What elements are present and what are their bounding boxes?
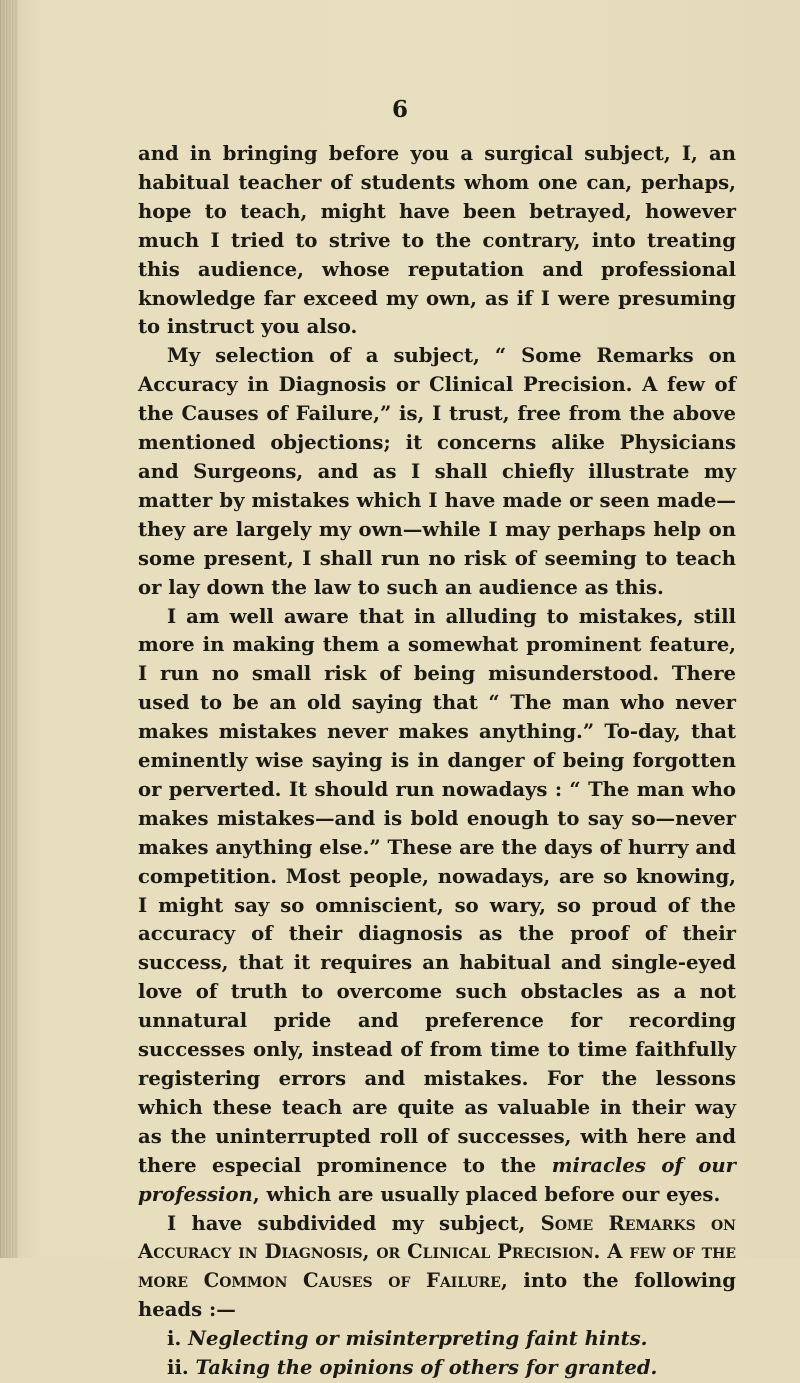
list-item — [138, 1354, 736, 1383]
paragraph-4-end: , into the following heads :— — [138, 1269, 736, 1322]
paragraph-3-italic: miracles of our profession — [138, 1153, 736, 1206]
body-text — [138, 140, 736, 1383]
paragraph-4 — [138, 1210, 736, 1326]
paragraph-3 — [138, 603, 736, 1210]
paragraph-3-text: I am well aware that in alluding to mistakes, still more in making them a somewhat prominent feature, I run no small risk of being misunderstood. There used to be an old saying that “ The man who never makes mistakes never makes anything.” To-day, that eminently wise saying is in danger of being forgotten or perverted. It should run nowadays : “ The man who makes mistakes—and is bold enough to say so—never makes anything else.” These are the days of hurry and competition. Most people, nowadays, are so knowing, I might say so omniscient, so wary, so proud of the accuracy of their diagnosis as the proof of their success, that it requires an habitual and single-eyed love of truth to overcome such obstacles as a not unnatural pride and preference for recording successes only, instead of from time to time faithfully registering errors and mistakes. For the lessons which these teach are quite as valuable in their way as the uninterrupted roll of successes, with here and there especial prominence to the — [138, 604, 736, 1177]
page-number: 6 — [391, 96, 408, 123]
list-item-number: i. — [167, 1327, 182, 1351]
paragraph-1: and in bringing before you a surgical subject, I, an habitual teacher of students whom one can, perhaps, hope to teach, might have been betrayed, however much I tried to strive to the contrary, into treating this audience, whose reputation and professional knowledge far exceed my own, as if I were presuming to instruct you also. — [138, 142, 736, 339]
book-binding-edge — [0, 0, 18, 1258]
list-item-number: ii. — [167, 1356, 189, 1380]
paragraph-2: My selection of a subject, “ Some Remarks on Accuracy in Diagnosis or Clinical Precision. A few of the Causes of Failure,” is, I trust, free from the above mentioned objections; it concerns alike Physicians and Surgeons, and as I shall chiefly illustrate my matter by mistakes which I have made or seen made—they are largely my own—while I may perhaps help on some present, I shall run no risk of seeming to teach or lay down the law to such an audience as this. — [138, 344, 736, 599]
list-item — [138, 1325, 736, 1354]
paragraph-3-end: , which are usually placed before our eyes. — [252, 1182, 721, 1206]
list-item-text: Neglecting or misinterpreting faint hints. — [188, 1327, 648, 1351]
heads-list — [138, 1325, 736, 1383]
list-item-text: Taking the opinions of others for granted. — [195, 1356, 658, 1380]
paragraph-4-start: I have subdivided my subject, — [167, 1211, 541, 1235]
paragraph-4-title: Some Remarks on Accuracy in Diagnosis, or Clinical Precision. A few of the more Common Causes of Failure — [138, 1211, 736, 1293]
